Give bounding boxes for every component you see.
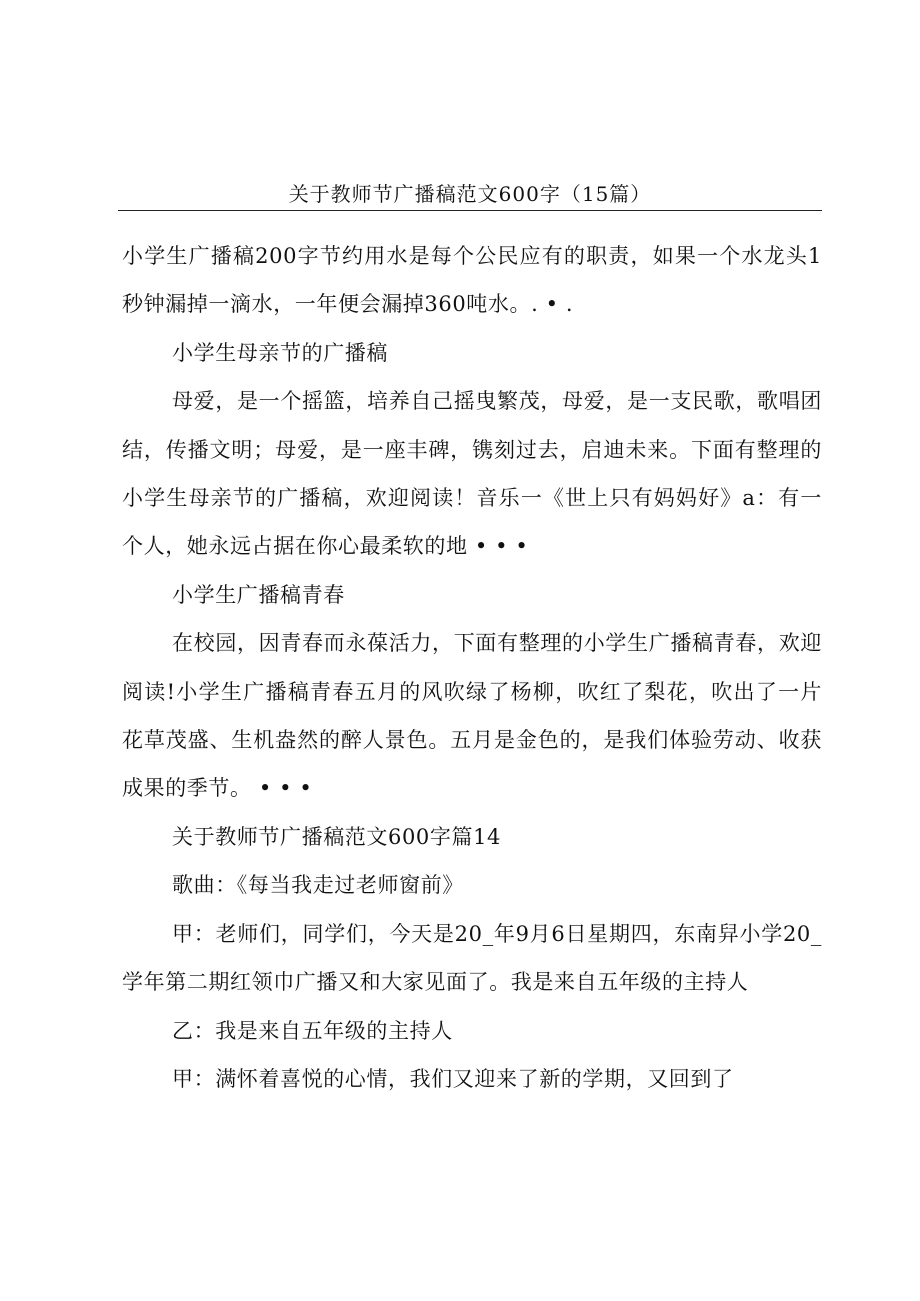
paragraph-mothers-day: 母爱，是一个摇篮，培养自己摇曳繁茂，母爱，是一支民歌，歌唱团结，传播文明；母爱，是一座丰碑，镌刻过去，启迪未来。下面有整理的小学生母亲节的广播稿，欢迎阅读！音乐一《世上只有妈妈好》a：有一个人，她永远占据在你心最柔软的地 • • • (122, 389, 822, 559)
paragraph-youth: 在校园，因青春而永葆活力，下面有整理的小学生广播稿青春，欢迎阅读!小学生广播稿青春五月的风吹绿了杨柳，吹红了梨花，吹出了一片花草茂盛、生机盎然的醉人景色。五月是金色的，是我们体验劳动、收获成果的季节。 • • • (122, 631, 822, 801)
song-line: 歌曲：《每当我走过老师窗前》 (172, 873, 464, 898)
document-body (122, 232, 822, 1103)
dialogue-line-jia-2: 甲：满怀着喜悦的心情，我们又迎来了新的学期，又回到了 (172, 1066, 734, 1091)
dialogue-line-yi-1: 乙：我是来自五年级的主持人 (172, 1018, 453, 1043)
section-heading-mothers-day: 小学生母亲节的广播稿 (172, 340, 388, 365)
page-header (118, 176, 822, 211)
section-heading-teachers-day: 关于教师节广播稿范文600字篇14 (172, 824, 502, 849)
page-title: 关于教师节广播稿范文600字（15篇） (288, 182, 652, 206)
dialogue-line-jia-1: 甲：老师们，同学们，今天是20_年9月6日星期四，东南舁小学20_学年第二期红领巾广播又和大家见面了。我是来自五年级的主持人 (122, 921, 822, 995)
paragraph-water-saving: 小学生广播稿200字节约用水是每个公民应有的职责，如果一个水龙头1秒钟漏掉一滴水，一年便会漏掉360吨水。. • . (122, 244, 822, 317)
section-heading-youth: 小学生广播稿青春 (172, 582, 345, 607)
